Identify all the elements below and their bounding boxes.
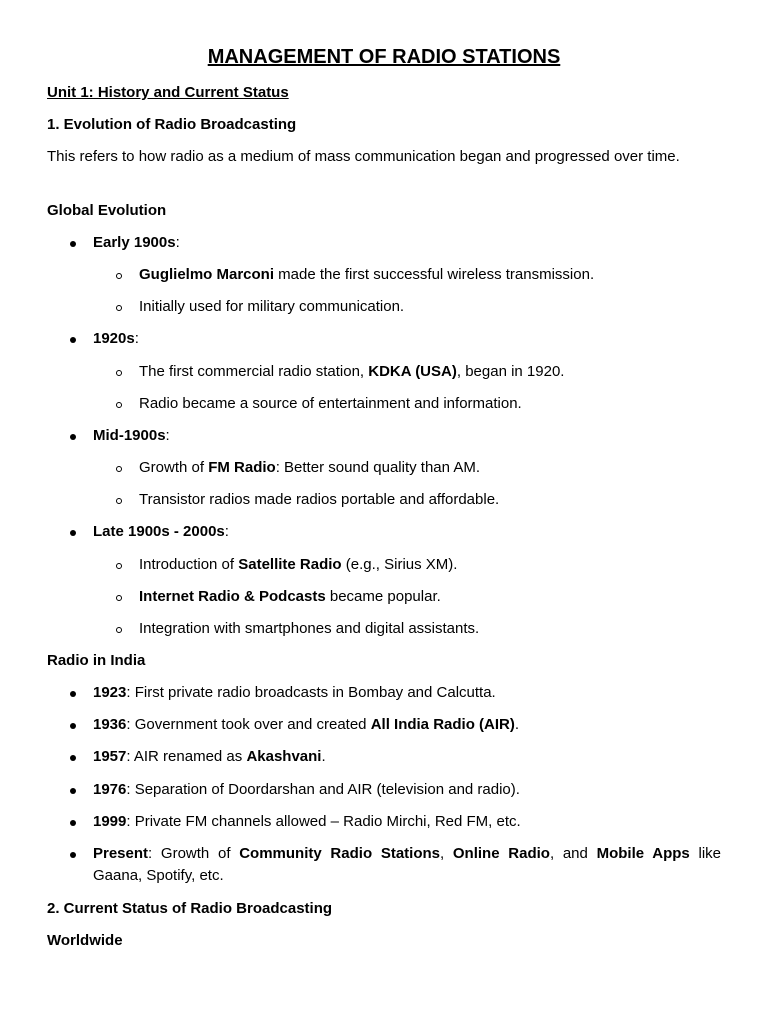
list-item: Guglielmo Marconi made the first successful wireless transmission. [139, 266, 595, 283]
list-item: Transistor radios made radios portable and affordable. [139, 491, 500, 508]
list-item: Initially used for military communication. [139, 298, 405, 315]
worldwide-heading: Worldwide [47, 932, 123, 949]
intro-paragraph: This refers to how radio as a medium of mass communication began and progressed over time. [47, 148, 680, 165]
list-item: 1976: Separation of Doordarshan and AIR (television and radio). [93, 781, 520, 798]
period-label: Early 1900s: [93, 234, 180, 251]
bullet-icon [70, 691, 76, 697]
list-item: Internet Radio & Podcasts became popular. [139, 588, 441, 605]
circle-bullet-icon [116, 595, 122, 601]
list-item-present: Present: Growth of Community Radio Stations, Online Radio, and Mobile Apps like Gaana, Spotify, etc. [93, 845, 721, 884]
list-item: Growth of FM Radio: Better sound quality than AM. [139, 459, 480, 476]
global-heading: Global Evolution [47, 202, 167, 219]
unit-heading: Unit 1: History and Current Status [47, 84, 289, 101]
bullet-icon [70, 530, 76, 536]
bullet-icon [70, 820, 76, 826]
circle-bullet-icon [116, 370, 122, 376]
list-item: Radio became a source of entertainment and information. [139, 395, 522, 412]
bullet-icon [70, 337, 76, 343]
bullet-icon [70, 755, 76, 761]
list-item: Introduction of Satellite Radio (e.g., Sirius XM). [139, 556, 458, 573]
circle-bullet-icon [116, 498, 122, 504]
list-item: Integration with smartphones and digital assistants. [139, 620, 480, 637]
circle-bullet-icon [116, 563, 122, 569]
list-item: 1957: AIR renamed as Akashvani. [93, 748, 326, 765]
bullet-icon [70, 434, 76, 440]
circle-bullet-icon [116, 627, 122, 633]
bullet-icon [70, 723, 76, 729]
list-item: 1999: Private FM channels allowed – Radio Mirchi, Red FM, etc. [93, 813, 521, 830]
page-title: MANAGEMENT OF RADIO STATIONS [207, 46, 561, 68]
circle-bullet-icon [116, 305, 122, 311]
circle-bullet-icon [116, 466, 122, 472]
india-heading: Radio in India [47, 652, 146, 669]
list-item: 1936: Government took over and created All India Radio (AIR). [93, 716, 520, 733]
bullet-icon [70, 241, 76, 247]
section1-heading: 1. Evolution of Radio Broadcasting [47, 116, 297, 133]
bullet-icon [70, 788, 76, 794]
section2-heading: 2. Current Status of Radio Broadcasting [47, 900, 333, 917]
period-label: 1920s: [93, 330, 139, 347]
circle-bullet-icon [116, 402, 122, 408]
bullet-icon [70, 852, 76, 858]
list-item: The first commercial radio station, KDKA (USA), began in 1920. [139, 363, 565, 380]
list-item: 1923: First private radio broadcasts in Bombay and Calcutta. [93, 684, 496, 701]
circle-bullet-icon [116, 273, 122, 279]
period-label: Mid-1900s: [93, 427, 170, 444]
period-label: Late 1900s - 2000s: [93, 523, 229, 540]
